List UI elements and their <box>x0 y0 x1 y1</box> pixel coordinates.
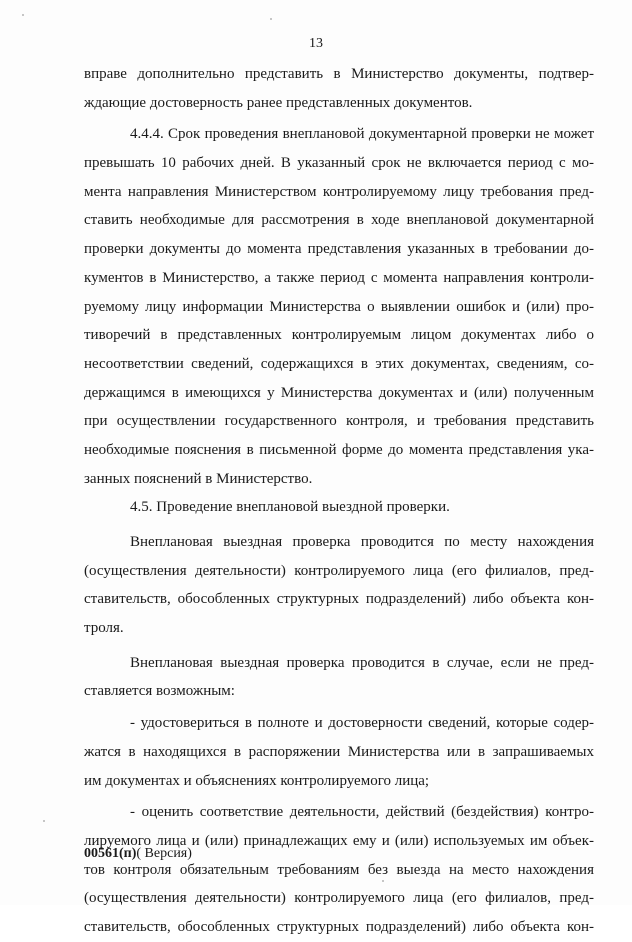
document-body <box>84 60 594 942</box>
text-line: жатся в находящихся в распоряжении Министерства или в запрашиваемых <box>84 743 594 760</box>
text-line: тиворечий в представленных контролируемым лицом документах либо о <box>84 327 594 344</box>
text-line: (осуществления деятельности) контролируемого лица (его филиалов, пред- <box>84 890 594 907</box>
text-line: 4.4.4. Срок проведения внеплановой документарной проверки не может <box>130 126 594 143</box>
text-line: занных пояснений в Министерство. <box>84 470 313 487</box>
text-line: ставительств, обособленных структурных подразделений) либо объекта кон- <box>84 918 594 935</box>
text-line: им документах и объяснениях контролируемого лица; <box>84 772 430 789</box>
text-line: вправе дополнительно представить в Министерство документы, подтвер- <box>84 66 594 82</box>
document-code: 00561(п) <box>84 846 137 861</box>
scan-speck <box>43 820 45 822</box>
text-line: необходимые пояснения в письменной форме до момента представления ука- <box>84 441 594 458</box>
text-line: несоответствии сведений, содержащихся в этих документах, сведениям, со- <box>84 355 594 372</box>
text-line: мента направления Министерством контролируемому лицу требования пред- <box>84 183 594 200</box>
text-line: руемому лицу информации Министерства о выявлении ошибок и (или) про- <box>84 298 594 315</box>
list-item-line: - удостовериться в полноте и достоверности сведений, которые содер- <box>130 715 594 732</box>
text-line: ставить необходимые для рассмотрения в ходе внеплановой документарной <box>84 212 594 229</box>
text-line: Внеплановая выездная проверка проводится в случае, если не пред- <box>130 654 594 671</box>
document-footer <box>84 846 192 862</box>
text-line: ставительств, обособленных структурных подразделений) либо объекта кон- <box>84 591 594 608</box>
scan-speck <box>382 880 384 882</box>
section-heading: 4.5. Проведение внеплановой выездной проверки. <box>130 499 450 516</box>
scan-speck <box>22 14 24 16</box>
text-line: при осуществлении государственного контроля, и требования представить <box>84 413 594 430</box>
list-item-line: - оценить соответствие деятельности, действий (бездействия) контро- <box>130 804 594 821</box>
text-line: лируемого лица и (или) принадлежащих ему и (или) используемых им объек- <box>84 832 594 849</box>
text-line: Внеплановая выездная проверка проводится по месту нахождения <box>130 534 594 550</box>
text-line: ждающие достоверность ранее представленных документов. <box>84 94 473 111</box>
text-line: (осуществления деятельности) контролируемого лица (его филиалов, пред- <box>84 562 594 579</box>
text-line: проверки документы до момента представления указанных в требовании до- <box>84 241 594 258</box>
page-number: 13 <box>309 36 323 51</box>
text-line: троля. <box>84 620 124 637</box>
text-line: ставляется возможным: <box>84 683 235 700</box>
text-line: превышать 10 рабочих дней. В указанный срок не включается период с мо- <box>84 155 594 172</box>
text-line: кументов в Министерство, а также период с момента направления контроли- <box>84 269 594 286</box>
document-version: ( Версия) <box>136 846 192 861</box>
text-line: держащимся в имеющихся у Министерства документах и (или) полученным <box>84 384 594 401</box>
text-line: тов контроля обязательным требованиям без выезда на место нахождения <box>84 861 594 878</box>
scan-speck <box>270 18 272 20</box>
